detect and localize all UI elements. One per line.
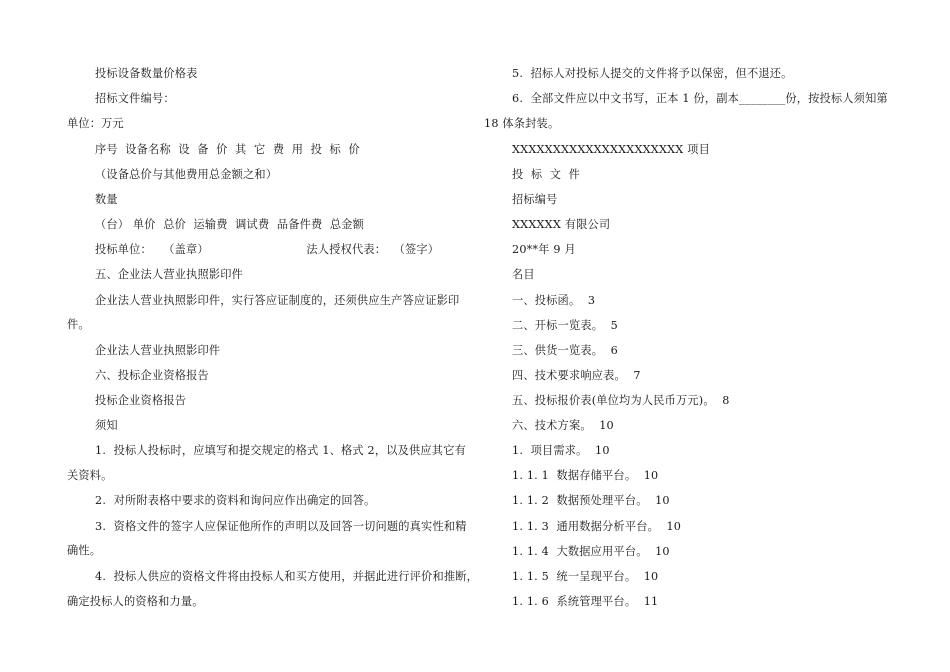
right-column-line: 1. 1. 6 系统管理平台。 11 — [512, 595, 659, 608]
right-column-line: 6. 全部文件应以中文书写，正本 1 份，副本________份，按投标人须知第 — [512, 92, 888, 105]
left-column-line: 关资料。 — [67, 469, 113, 482]
right-column-line: 招标编号 — [512, 193, 558, 206]
right-column-line: 1. 1. 5 统一呈现平台。 10 — [512, 570, 659, 583]
left-column-line: 投标设备数量价格表 — [95, 67, 198, 80]
left-column-line: 确性。 — [67, 544, 102, 557]
left-column-line: 招标文件编号： — [95, 92, 175, 105]
left-column-line: 1. 投标人投标时，应填写和提交规定的格式 1、格式 2，以及供应其它有 — [95, 444, 466, 457]
right-column-line: 四、技术要求响应表。 7 — [512, 369, 641, 382]
right-column-line: 五、投标报价表(单位均为人民币万元)。 8 — [512, 394, 730, 407]
left-column-line: 投标企业资格报告 — [95, 394, 187, 407]
right-column-line: 一、投标函。 3 — [512, 294, 596, 307]
left-column-line: 2. 对所附表格中要求的资料和询问应作出确定的回答。 — [95, 494, 376, 507]
right-column-line: 20**年 9 月 — [512, 243, 576, 256]
left-column-line: 企业法人营业执照影印件 — [95, 344, 221, 357]
left-column-line: 序号 设备名称 设 备 价 其 它 费 用 投 标 价 — [95, 143, 360, 156]
right-column-line: 投 标 文 件 — [512, 168, 581, 181]
left-column-line: （设备总价与其他费用总金额之和） — [95, 168, 278, 181]
left-column-line: 六、投标企业资格报告 — [95, 369, 209, 382]
right-column-line: 18 体条封装。 — [484, 117, 560, 130]
right-column-line: XXXXXXXXXXXXXXXXXXXXX 项目 — [512, 143, 710, 156]
left-column-line: 数量 — [95, 193, 118, 206]
left-column-line: 单位：万元 — [67, 117, 124, 130]
left-column-line: 3. 资格文件的签字人应保证他所作的声明以及回答一切问题的真实性和精 — [95, 520, 467, 533]
right-column-line: 1. 项目需求。 10 — [512, 444, 610, 457]
right-column-line: 三、供货一览表。 6 — [512, 344, 618, 357]
right-column-line: 1. 1. 2 数据预处理平台。 10 — [512, 494, 670, 507]
right-column-line: 二、开标一览表。 5 — [512, 319, 618, 332]
right-column-line: 1. 1. 4 大数据应用平台。 10 — [512, 545, 670, 558]
left-column-line: 确定投标人的资格和力量。 — [67, 595, 204, 608]
left-column-line: 件。 — [67, 318, 90, 331]
left-column-line: 4. 投标人供应的资格文件将由投标人和买方使用，并据此进行评价和推断， — [95, 570, 478, 583]
right-column-line: 六、技术方案。 10 — [512, 419, 614, 432]
right-column-line: 5. 招标人对投标人提交的文件将予以保密，但不退还。 — [512, 67, 793, 80]
left-column-line: 投标单位： （盖章） 法人授权代表： （签字） — [95, 243, 440, 256]
right-column-line: 1. 1. 1 数据存储平台。 10 — [512, 469, 659, 482]
left-column-line: 企业法人营业执照影印件，实行答应证制度的，还须供应生产答应证影印 — [95, 294, 460, 307]
left-column-line: （台） 单价 总价 运输费 调试费 品备件费 总金额 — [95, 218, 365, 231]
left-column-line: 五、企业法人营业执照影印件 — [95, 268, 244, 281]
right-column-line: 1. 1. 3 通用数据分析平台。 10 — [512, 520, 682, 533]
right-column-line: XXXXXX 有限公司 — [512, 218, 611, 231]
right-column-line: 名目 — [512, 268, 535, 281]
left-column-line: 须知 — [95, 419, 118, 432]
